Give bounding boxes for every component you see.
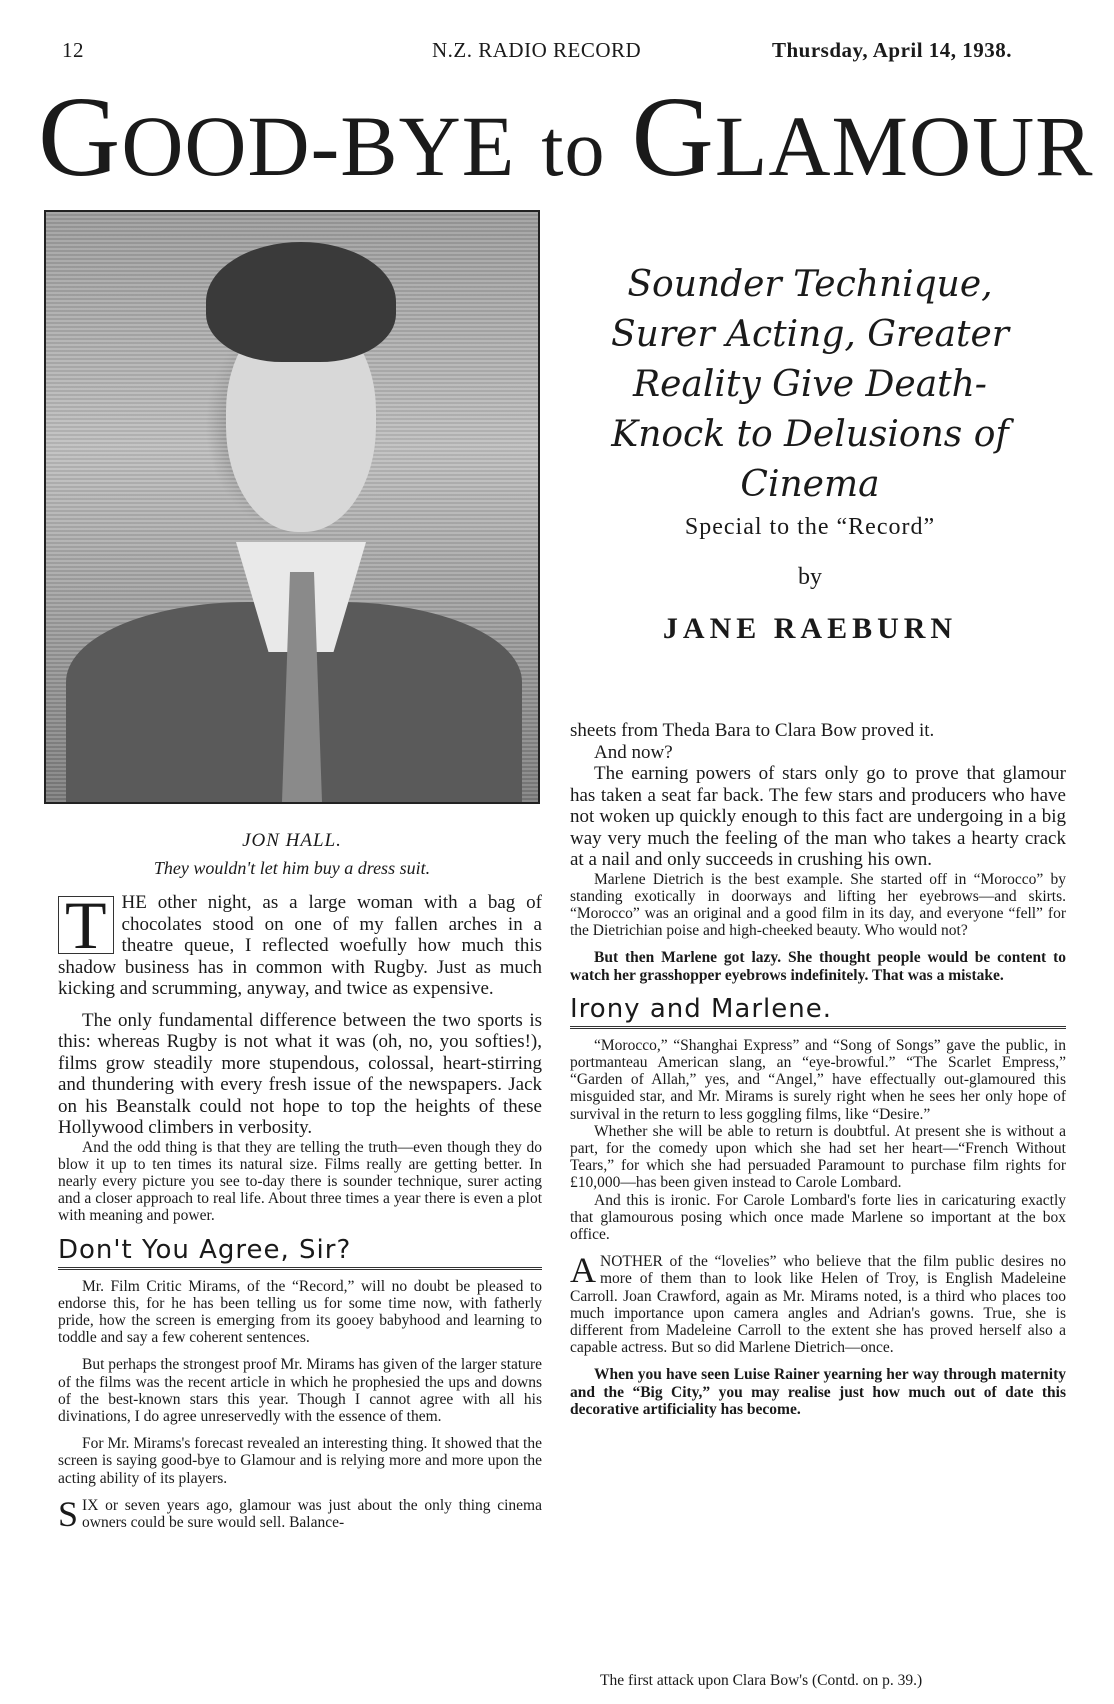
byline-by: by — [798, 564, 822, 590]
paragraph: Mr. Film Critic Mirams, of the “Record,” will no doubt be pleased to endorse this, for he has been telling us for some time now, with fatherly pride, how the screen is emerging from its gooey babyhood and learning to toddle and say a few coherent sentences. — [58, 1277, 542, 1347]
section-subhead: Don't You Agree, Sir? — [58, 1235, 542, 1270]
paragraph: sheets from Theda Bara to Clara Bow proved it. — [570, 720, 935, 741]
issue-date: Thursday, April 14, 1938. — [772, 38, 1013, 62]
paragraph — [570, 1250, 1066, 1357]
drop-cap: S — [58, 1493, 79, 1534]
headline-to: to — [541, 105, 606, 193]
headline-good-bye: OOD-BYE — [121, 98, 516, 194]
paragraph-text: HE other night, as a large woman with a bag of chocolates stood on one of my fallen arches in a theatre queue, I reflected woefully how much this shadow business has in common with Rugby. Just as much kicking and scrumming, anyway, and twice as expensive. — [58, 892, 542, 999]
left-column — [58, 887, 542, 1534]
paragraph: The earning powers of stars only go to prove that glamour has taken a seat far back. The few stars and producers who have not woken up quickly enough to this fact are undergoing in a big way very much the feeling of the man who takes a hearty crack at a nail and only succeeds in crushing his own. — [570, 763, 1066, 870]
byline-special: Special to the “Record” — [684, 514, 936, 540]
headline-g1-cap: G — [38, 73, 122, 200]
paragraph — [58, 1493, 542, 1534]
photo-caption-name: JON HALL. — [242, 830, 342, 851]
photo-hair — [206, 242, 396, 362]
drop-cap: T — [58, 896, 114, 954]
paragraph: The only fundamental difference between the two sports is this: whereas Rugby is not what it was (oh, no, you softies!), films grow steadily more stupendous, colossal, heart-stirring and thundering with every fresh issue of the newspapers. Jack on his Beanstalk could not hope to top the heights of these Hollywood climbers in verbosity. — [58, 1009, 542, 1138]
paragraph: And this is ironic. For Carole Lombard's forte lies in caricaturing exactly that glamourous posing which once made Marlene so important at the box office. — [570, 1191, 1066, 1243]
right-column — [570, 720, 1066, 1418]
paragraph: And now? — [594, 741, 673, 763]
headline — [38, 73, 1094, 204]
paragraph — [58, 887, 542, 1000]
paragraph: Whether she will be able to return is doubtful. At present she is without a part, for the comedy upon which she had set her heart—“French Without Tears,” for which she had persuaded Paramount to purchase film rights for £10,000—has been given instead to Carole Lombard. — [570, 1122, 1066, 1192]
paragraph: For Mr. Mirams's forecast revealed an interesting thing. It showed that the screen is saying good-bye to Glamour and is relying more and more upon the acting ability of its players. — [58, 1435, 542, 1487]
paragraph-text: IX or seven years ago, glamour was just about the only thing cinema owners could be sure would sell. Balance- — [82, 1496, 542, 1531]
paragraph: “Morocco,” “Shanghai Express” and “Song of Songs” gave the public, in portmanteau American slang, an “eye-browful.” “The Scarlet Empress,” “Garden of Allah,” yes, and “Angel,” have effectually out-glamoured this misguided star, and Mr. Mirams is surely right when he sees her only hope of survival in the return to less goggling films, like “Desire.” — [570, 1036, 1066, 1123]
portrait-photo — [44, 210, 540, 804]
drop-cap: A — [570, 1250, 596, 1291]
page-number: 12 — [62, 38, 84, 62]
paragraph-bold: When you have seen Luise Rainer yearning her way through maternity and the “Big City,” you may realise just how much out of date this decorative artificiality has become. — [570, 1366, 1066, 1418]
continued-note: The first attack upon Clara Bow's (Contd. on p. 39.) — [600, 1672, 923, 1689]
headline-glamour: LAMOUR — [714, 98, 1094, 194]
paragraph: Marlene Dietrich is the best example. She started off in “Morocco” by standing exotically in doorways and lifting her eyebrows—and skirts. “Morocco” was an original and a good film in its day, and everyone “fell” for the Dietrichian poise and high-cheeked beauty. Who would not? — [570, 870, 1066, 940]
paragraph: And the odd thing is that they are telling the truth—even though they do blow it up to ten times its natural size. Films really are getting better. In nearly every picture you see to-day there is sounder technique, surer acting and a closer approach to real life. About three times a year there is even a plot with meaning and power. — [58, 1138, 542, 1225]
paragraph: But perhaps the strongest proof Mr. Mirams has given of the larger stature of the films was the recent article in which he prophesied the ups and downs of the best-known stars this year. Though I cannot agree with all his divinations, I do agree unreservedly with the essence of them. — [58, 1356, 542, 1425]
photo-caption-text: They wouldn't let him buy a dress suit. — [153, 858, 431, 878]
section-subhead: Irony and Marlene. — [570, 994, 1066, 1029]
byline-author: JANE RAEBURN — [662, 612, 958, 645]
paragraph-bold: But then Marlene got lazy. She thought people would be content to watch her grasshopper eyebrows indefinitely. That was a mistake. — [570, 949, 1066, 984]
publication-name: N.Z. RADIO RECORD — [432, 38, 642, 62]
paragraph-text: NOTHER of the “lovelies” who believe that the film public desires no more of them than to look like Helen of Troy, is English Madeleine Carroll. Joan Crawford, again as Mr. Mirams noted, is a third who places too much importance upon camera angles and Adrian's gowns. True, she is different from Madeleine Carroll to the extent she has proved herself also a capable actress. But so did Marlene Dietrich—once. — [570, 1253, 1066, 1357]
headline-g2-cap: G — [631, 73, 715, 200]
article-subtitle: Sounder Technique, Surer Acting, Greater Reality Give Death-Knock to Delusions of Cinema — [611, 264, 1009, 505]
